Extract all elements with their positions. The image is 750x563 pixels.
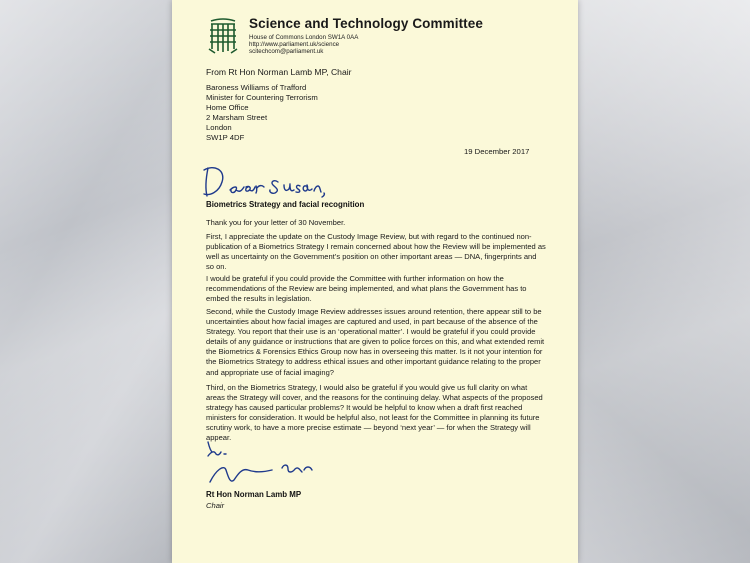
recipient-title: Minister for Countering Terrorism — [206, 93, 318, 102]
paragraph-4: Second, while the Custody Image Review addresses issues around retention, there appear still to be uncertainties about how facial images are captured and used, in part because of the absence of the Strategy. You report that their use is an ‘operational matter’. I would be grateful if you could provide details of any guidance or instructions that are given to police forces on this, and what extended remit the Biometrics & Forensics Ethics Group now has in overseeing this matter. Is it not your intention for the Biometrics Strategy to address ethical issues and other important guidance relating to the proper and appropriate use of facial imaging? — [206, 307, 545, 377]
letter-subject: Biometrics Strategy and facial recognition — [206, 200, 365, 209]
committee-website-link[interactable]: http://www.parliament.uk/science — [249, 41, 340, 48]
paragraph-1: Thank you for your letter of 30 November. — [206, 218, 346, 227]
recipient-department: Home Office — [206, 103, 249, 112]
recipient-street: 2 Marsham Street — [206, 113, 268, 122]
committee-name: Science and Technology Committee — [249, 16, 483, 31]
background-left — [0, 0, 172, 563]
paragraph-3: I would be grateful if you could provide the Committee with further information on how the recommendations of the Review are being implemented, and what plans the Government has to embed the results in legislation. — [206, 274, 527, 304]
paragraph-5: Third, on the Biometrics Strategy, I would also be grateful if you would give us full clarity on what areas the Strategy will cover, and the reasons for the continuing delay. What aspects of the proposed strategy has caused particular problems? It would be helpful to know when a draft first reached ministers for consideration. It would be helpful also, not least for the Committee in planning its future scrutiny work, to have a more precise estimate — beyond ‘next year’ — for when the Strategy will appear. — [206, 383, 543, 443]
recipient-postcode: SW1P 4DF — [206, 133, 245, 142]
signatory-name: Rt Hon Norman Lamb MP — [206, 490, 302, 499]
paragraph-2: First, I appreciate the update on the Custody Image Review, but with regard to the continued non-publication of a Biometrics Strategy I remain concerned about how the Review will be implemented as well as uncertainty on the Government’s position on other important areas — DNA, fingerprints and so on. — [206, 232, 546, 272]
committee-email-link[interactable]: scitechcom@parliament.uk — [249, 48, 324, 55]
from-line: From Rt Hon Norman Lamb MP, Chair — [206, 67, 352, 77]
signatory-role: Chair — [206, 501, 225, 510]
handwritten-salutation — [200, 160, 330, 202]
recipient-name: Baroness Williams of Trafford — [206, 83, 307, 92]
portcullis-icon — [206, 18, 240, 54]
recipient-city: London — [206, 123, 232, 132]
letter-page — [172, 0, 578, 563]
background-right — [578, 0, 750, 563]
committee-address: House of Commons London SW1A 0AA — [249, 34, 359, 41]
letter-date: 19 December 2017 — [464, 147, 530, 156]
